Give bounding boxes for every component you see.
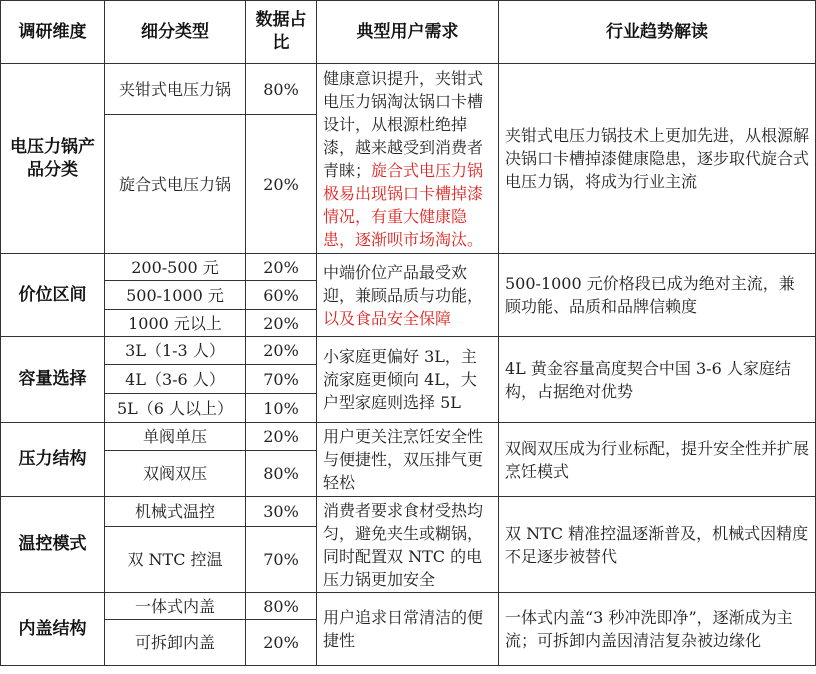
user-needs-text: 用户更关注烹饪安全性与便捷性，双压排气更轻松: [323, 427, 484, 492]
share-cell: 70%: [246, 527, 317, 593]
subtype-cell: 一体式内盖: [105, 593, 246, 620]
share-cell: 10%: [246, 394, 317, 423]
subtype-cell: 单阀单压: [105, 423, 246, 451]
dimension-cell: 压力结构: [1, 423, 105, 497]
table-row: [1, 254, 816, 281]
user-needs-text: 中端价位产品最受欢迎，兼顾品质与功能，: [323, 262, 484, 305]
subtype-cell: 5L（6 人以上）: [105, 394, 246, 423]
trend-cell: 双阀双压成为行业标配，提升安全性并扩展烹饪模式: [499, 423, 816, 497]
share-cell: 20%: [246, 423, 317, 451]
subtype-cell: 可拆卸内盖: [105, 620, 246, 666]
header-dimension: 调研维度: [1, 1, 105, 64]
table-row: [1, 423, 816, 451]
trend-cell: 夹钳式电压力锅技术上更加先进，从根源解决锅口卡槽掉漆健康隐患，逐步取代旋合式电压力锅，将成为行业主流: [499, 64, 816, 254]
subtype-cell: 3L（1-3 人）: [105, 337, 246, 365]
dimension-cell: 价位区间: [1, 254, 105, 337]
user-needs-text: 小家庭更偏好 3L，主流家庭更倾向 4L，大户型家庭则选择 5L: [323, 347, 477, 412]
subtype-cell: 1000 元以上: [105, 310, 246, 337]
share-cell: 80%: [246, 451, 317, 497]
user-needs-cell: [317, 254, 499, 337]
share-cell: 60%: [246, 281, 317, 310]
user-needs-cell: [317, 593, 499, 666]
share-cell: 20%: [246, 254, 317, 281]
trend-cell: 500-1000 元价格段已成为绝对主流，兼顾功能、品质和品牌信赖度: [499, 254, 816, 337]
trend-cell: 4L 黄金容量高度契合中国 3-6 人家庭结构，占据绝对优势: [499, 337, 816, 423]
header-user-needs: 典型用户需求: [317, 1, 499, 64]
dimension-cell: 内盖结构: [1, 593, 105, 666]
share-cell: 30%: [246, 497, 317, 527]
share-cell: 20%: [246, 620, 317, 666]
user-needs-warning: 以及食品安全保障: [323, 308, 452, 328]
user-needs-cell: [317, 64, 499, 254]
subtype-cell: 夹钳式电压力锅: [105, 64, 246, 115]
user-needs-text: 健康意识提升，夹钳式电压力锅淘汰锅口卡槽设计，从根源杜绝掉漆，越来越受到消费者青睐；: [323, 68, 484, 180]
share-cell: 80%: [246, 593, 317, 620]
header-trend: 行业趋势解读: [499, 1, 816, 64]
user-needs-text: 消费者要求食材受热均匀，避免夹生或糊锅，同时配置双 NTC 的电压力锅更加安全: [323, 500, 484, 589]
share-cell: 20%: [246, 115, 317, 254]
subtype-cell: 4L（3-6 人）: [105, 365, 246, 394]
table-row: [1, 64, 816, 115]
share-cell: 70%: [246, 365, 317, 394]
dimension-cell: 容量选择: [1, 337, 105, 423]
user-needs-cell: [317, 337, 499, 423]
trend-cell: 双 NTC 精准控温逐渐普及，机械式因精度不足逐步被替代: [499, 497, 816, 593]
user-needs-text: 用户追求日常清洁的便捷性: [323, 608, 484, 650]
share-cell: 80%: [246, 64, 317, 115]
header-share: 数据占比: [246, 1, 317, 64]
user-needs-cell: [317, 497, 499, 593]
subtype-cell: 双 NTC 控温: [105, 527, 246, 593]
trend-cell: 一体式内盖“3 秒冲洗即净”，逐渐成为主流；可拆卸内盖因清洁复杂被边缘化: [499, 593, 816, 666]
user-needs-warning: 旋合式电压力锅极易出现锅口卡槽掉漆情况，有重大健康隐患，逐渐呗市场淘汰。: [323, 160, 484, 249]
user-needs-cell: [317, 423, 499, 497]
subtype-cell: 200-500 元: [105, 254, 246, 281]
subtype-cell: 机械式温控: [105, 497, 246, 527]
subtype-cell: 500-1000 元: [105, 281, 246, 310]
header-row: [1, 1, 816, 64]
share-cell: 20%: [246, 337, 317, 365]
share-cell: 20%: [246, 310, 317, 337]
dimension-cell: 电压力锅产品分类: [1, 64, 105, 254]
dimension-cell: 温控模式: [1, 497, 105, 593]
table-row: [1, 593, 816, 620]
subtype-cell: 旋合式电压力锅: [105, 115, 246, 254]
subtype-cell: 双阀双压: [105, 451, 246, 497]
table-row: [1, 337, 816, 365]
table-row: [1, 497, 816, 527]
header-subtype: 细分类型: [105, 1, 246, 64]
